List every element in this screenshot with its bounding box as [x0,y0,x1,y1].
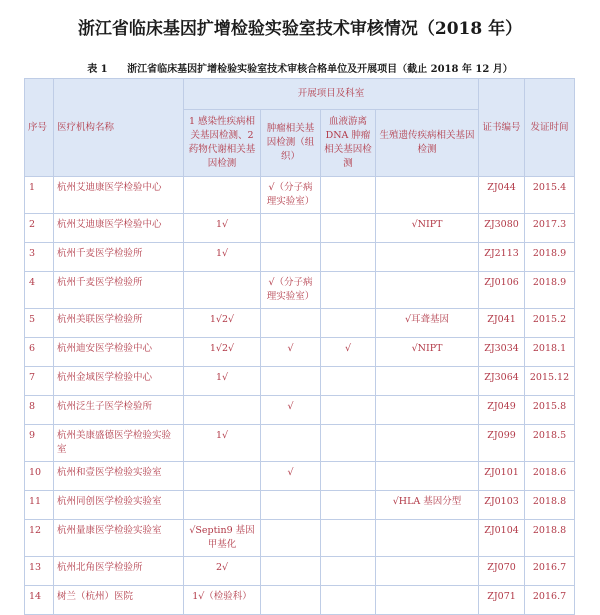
row-institution: 树兰（杭州）医院 [54,586,184,615]
header-issue-date: 发证时间 [525,79,575,177]
row-infectious-pharmaco: 1√2√ [184,338,261,367]
row-seq: 8 [25,396,54,425]
row-cfdna-tumor [321,557,376,586]
row-reproductive-genetic: √耳聋基因 [376,309,479,338]
row-institution: 杭州艾迪康医学检验中心 [54,177,184,214]
row-infectious-pharmaco [184,396,261,425]
header-reproductive-genetic: 生殖遗传疾病相关基因检测 [376,110,479,177]
row-tumor-tissue: √（分子病理实验室） [261,177,321,214]
row-cert-number: ZJ0106 [479,272,525,309]
row-tumor-tissue [261,367,321,396]
row-infectious-pharmaco: 1√ [184,214,261,243]
row-issue-date: 2018.9 [525,243,575,272]
row-cfdna-tumor [321,491,376,520]
row-cert-number: ZJ3034 [479,338,525,367]
table-row [25,338,575,367]
row-issue-date: 2018.8 [525,491,575,520]
row-seq: 5 [25,309,54,338]
row-reproductive-genetic: √NIPT [376,338,479,367]
header-tumor-tissue: 肿瘤相关基因检测（组织） [261,110,321,177]
row-issue-date: 2016.7 [525,586,575,615]
row-institution: 杭州千麦医学检验所 [54,243,184,272]
row-reproductive-genetic [376,243,479,272]
row-issue-date: 2018.1 [525,338,575,367]
row-cfdna-tumor [321,272,376,309]
row-tumor-tissue: √（分子病理实验室） [261,272,321,309]
table-row [25,309,575,338]
row-institution: 杭州北角医学检验所 [54,557,184,586]
header-project-group: 开展项目及科室 [184,79,479,110]
row-institution: 杭州量康医学检验实验室 [54,520,184,557]
row-cert-number: ZJ0101 [479,462,525,491]
row-seq: 11 [25,491,54,520]
row-tumor-tissue [261,557,321,586]
row-seq: 12 [25,520,54,557]
row-cfdna-tumor [321,396,376,425]
row-cfdna-tumor [321,214,376,243]
row-infectious-pharmaco: 1√ [184,243,261,272]
table-row [25,214,575,243]
row-cfdna-tumor [321,367,376,396]
row-reproductive-genetic [376,586,479,615]
table-caption [0,60,600,75]
header-cfdna-tumor: 血液游离 DNA 肿瘤相关基因检测 [321,110,376,177]
row-cert-number: ZJ070 [479,557,525,586]
row-seq: 4 [25,272,54,309]
row-reproductive-genetic [376,367,479,396]
row-cert-number: ZJ044 [479,177,525,214]
row-infectious-pharmaco: 1√ [184,367,261,396]
row-cert-number: ZJ099 [479,425,525,462]
row-tumor-tissue [261,520,321,557]
row-infectious-pharmaco: 1√ [184,425,261,462]
header-seq: 序号 [25,79,54,177]
row-tumor-tissue [261,491,321,520]
row-reproductive-genetic [376,520,479,557]
row-cfdna-tumor [321,177,376,214]
table-row [25,177,575,214]
row-infectious-pharmaco: √Septin9 基因甲基化 [184,520,261,557]
row-issue-date: 2017.3 [525,214,575,243]
row-reproductive-genetic: √NIPT [376,214,479,243]
row-seq: 7 [25,367,54,396]
table-row [25,425,575,462]
row-cfdna-tumor [321,586,376,615]
row-cert-number: ZJ0104 [479,520,525,557]
row-reproductive-genetic [376,462,479,491]
table-row [25,367,575,396]
row-cfdna-tumor [321,520,376,557]
row-issue-date: 2018.6 [525,462,575,491]
row-infectious-pharmaco [184,491,261,520]
row-institution: 杭州美康盛德医学检验实验室 [54,425,184,462]
row-seq: 14 [25,586,54,615]
header-institution: 医疗机构名称 [54,79,184,177]
row-infectious-pharmaco [184,462,261,491]
table-row [25,491,575,520]
row-issue-date: 2015.2 [525,309,575,338]
page-title: 浙江省临床基因扩增检验实验室技术审核情况（2018 年） [77,19,523,39]
row-infectious-pharmaco [184,272,261,309]
row-issue-date: 2018.5 [525,425,575,462]
row-reproductive-genetic [376,396,479,425]
row-institution: 杭州和壹医学检验实验室 [54,462,184,491]
table-row [25,557,575,586]
row-cfdna-tumor: √ [321,338,376,367]
table-row [25,396,575,425]
table-number: 表 1 [87,64,108,75]
row-cfdna-tumor [321,462,376,491]
row-seq: 10 [25,462,54,491]
row-infectious-pharmaco: 1√（检验科） [184,586,261,615]
header-infectious-pharmaco: 1 感染性疾病相关基因检测、2 药物代谢相关基因检测 [184,110,261,177]
row-issue-date: 2015.4 [525,177,575,214]
row-infectious-pharmaco: 2√ [184,557,261,586]
row-cfdna-tumor [321,309,376,338]
row-reproductive-genetic [376,425,479,462]
row-reproductive-genetic [376,272,479,309]
row-issue-date: 2018.9 [525,272,575,309]
row-seq: 13 [25,557,54,586]
row-institution: 杭州金域医学检验中心 [54,367,184,396]
row-tumor-tissue [261,425,321,462]
header-cert-number: 证书编号 [479,79,525,177]
row-seq: 6 [25,338,54,367]
row-seq: 9 [25,425,54,462]
row-cfdna-tumor [321,243,376,272]
row-tumor-tissue [261,586,321,615]
row-cert-number: ZJ3080 [479,214,525,243]
row-reproductive-genetic [376,557,479,586]
row-cert-number: ZJ041 [479,309,525,338]
row-reproductive-genetic [376,177,479,214]
row-institution: 杭州泛生子医学检验所 [54,396,184,425]
row-cfdna-tumor [321,425,376,462]
row-tumor-tissue: √ [261,396,321,425]
row-infectious-pharmaco: 1√2√ [184,309,261,338]
row-institution: 杭州迪安医学检验中心 [54,338,184,367]
row-institution: 杭州同创医学检验实验室 [54,491,184,520]
row-infectious-pharmaco [184,177,261,214]
row-tumor-tissue [261,243,321,272]
row-reproductive-genetic: √HLA 基因分型 [376,491,479,520]
row-issue-date: 2015.8 [525,396,575,425]
row-seq: 3 [25,243,54,272]
row-institution: 杭州千麦医学检验所 [54,272,184,309]
table-caption-text: 浙江省临床基因扩增检验实验室技术审核合格单位及开展项目（截止 2018 年 12 月） [127,64,513,75]
row-cert-number: ZJ0103 [479,491,525,520]
row-tumor-tissue: √ [261,338,321,367]
row-seq: 2 [25,214,54,243]
row-issue-date: 2018.8 [525,520,575,557]
row-issue-date: 2015.12 [525,367,575,396]
row-seq: 1 [25,177,54,214]
row-institution: 杭州美联医学检验所 [54,309,184,338]
row-cert-number: ZJ049 [479,396,525,425]
row-tumor-tissue [261,214,321,243]
table-row [25,243,575,272]
row-institution: 杭州艾迪康医学检验中心 [54,214,184,243]
row-issue-date: 2016.7 [525,557,575,586]
table-row [25,462,575,491]
lab-approval-table [24,78,575,615]
table-row [25,586,575,615]
table-row [25,520,575,557]
row-tumor-tissue [261,309,321,338]
row-cert-number: ZJ2113 [479,243,525,272]
table-row [25,272,575,309]
row-cert-number: ZJ071 [479,586,525,615]
row-cert-number: ZJ3064 [479,367,525,396]
row-tumor-tissue: √ [261,462,321,491]
